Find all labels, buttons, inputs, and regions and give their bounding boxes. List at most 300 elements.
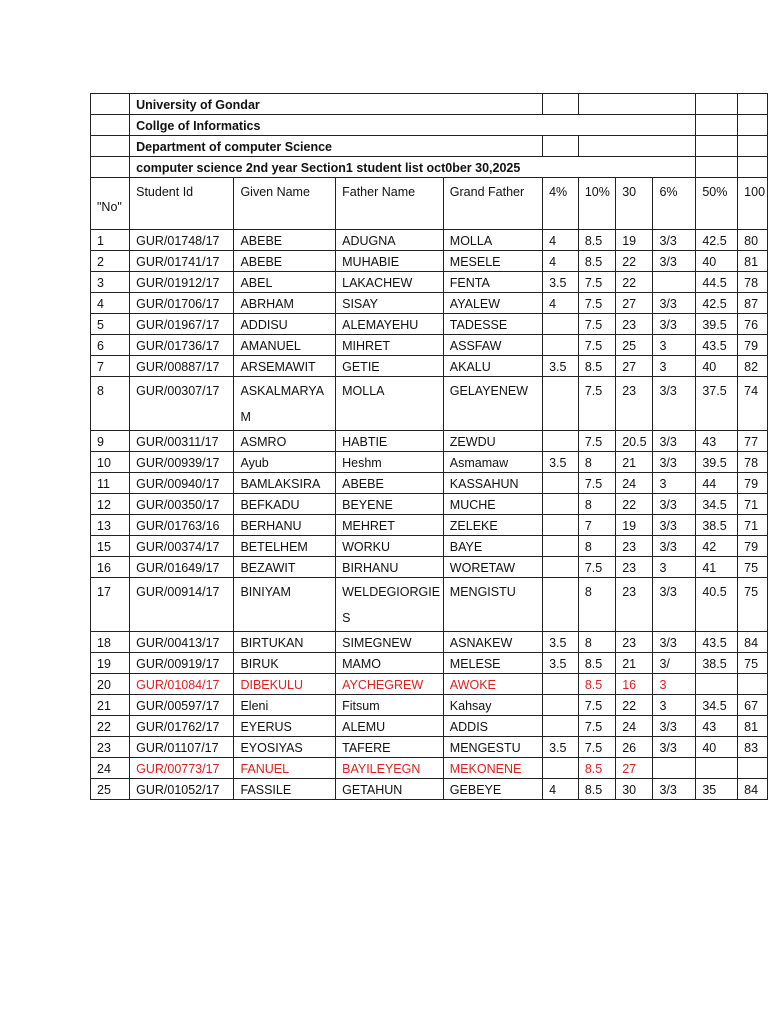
cell-given-name	[234, 674, 336, 695]
cell-50pct	[696, 632, 738, 653]
cell-given-name-text: AMANUEL	[240, 339, 301, 353]
cell-50pct	[696, 335, 738, 356]
cell-10pct-text: 8	[584, 636, 592, 650]
cell-6pct-text: 3/3	[659, 435, 677, 449]
cell-father-name-text: MEHRET	[342, 519, 395, 533]
cell-30-text: 26	[622, 741, 637, 755]
cell-given-name	[234, 314, 336, 335]
cell-6pct	[653, 536, 696, 557]
table-row	[91, 536, 768, 557]
cell-10pct-text: 8.5	[584, 783, 603, 797]
cell-no-text: 10	[97, 456, 111, 470]
cell-given-name	[234, 737, 336, 758]
cell-100	[738, 230, 768, 251]
cell-50pct-text: 37.5	[702, 384, 727, 398]
cell-grand-father	[443, 251, 542, 272]
header-row-college	[91, 115, 768, 136]
cell-50pct-text: 39.5	[702, 318, 727, 332]
cell-10pct	[578, 272, 615, 293]
table-row	[91, 494, 768, 515]
cell-100	[738, 431, 768, 452]
header-no-cell	[91, 115, 130, 136]
cell-no	[91, 536, 130, 557]
cell-30	[616, 431, 653, 452]
cell-10pct-text: 8	[584, 456, 592, 470]
cell-grand-father	[443, 695, 542, 716]
cell-50pct	[696, 758, 738, 779]
cell-father-name	[336, 335, 444, 356]
cell-given-name	[234, 356, 336, 377]
cell-no-text: 6	[97, 339, 104, 353]
cell-no	[91, 431, 130, 452]
cell-4pct	[543, 377, 579, 431]
cell-student-id	[130, 377, 234, 431]
cell-6pct-text: 3/3	[659, 498, 677, 512]
cell-50pct	[696, 737, 738, 758]
cell-100	[738, 494, 768, 515]
cell-no	[91, 335, 130, 356]
cell-father-name	[336, 779, 444, 800]
cell-no	[91, 452, 130, 473]
cell-father-name	[336, 452, 444, 473]
cell-10pct	[578, 230, 615, 251]
cell-100-text: 75	[744, 657, 759, 671]
cell-100	[738, 695, 768, 716]
cell-10pct-text: 7.5	[584, 339, 603, 353]
cell-no-text: 22	[97, 720, 111, 734]
cell-given-name-text: EYERUS	[240, 720, 292, 734]
header-no-cell	[91, 94, 130, 115]
cell-student-id	[130, 356, 234, 377]
cell-30-text: 21	[622, 456, 637, 470]
cell-30	[616, 251, 653, 272]
cell-given-name-text: BINIYAM	[240, 585, 291, 599]
cell-father-name-text: SIMEGNEW	[342, 636, 412, 650]
cell-10pct-text: 8.5	[584, 234, 603, 248]
cell-50pct-text: 43	[702, 720, 717, 734]
cell-no	[91, 779, 130, 800]
cell-100-text: 74	[744, 384, 759, 398]
cell-4pct	[543, 737, 579, 758]
table-row	[91, 272, 768, 293]
header-no-cell	[91, 157, 130, 178]
cell-grand-father-text: MOLLA	[449, 234, 493, 248]
cell-no-text: 12	[97, 498, 111, 512]
cell-50pct-text: 43.5	[702, 636, 727, 650]
cell-6pct-text: 3/3	[659, 318, 677, 332]
cell-no	[91, 737, 130, 758]
cell-50pct	[696, 557, 738, 578]
cell-30-text: 23	[622, 384, 637, 398]
cell-50pct	[696, 494, 738, 515]
cell-student-id-text: GUR/00413/17	[136, 636, 220, 650]
table-body	[91, 94, 768, 800]
cell-10pct	[578, 653, 615, 674]
table-row	[91, 515, 768, 536]
cell-6pct-text: 3	[659, 339, 667, 353]
cell-no	[91, 377, 130, 431]
cell-100	[738, 377, 768, 431]
table-row	[91, 674, 768, 695]
cell-100	[738, 758, 768, 779]
cell-6pct	[653, 695, 696, 716]
cell-student-id	[130, 695, 234, 716]
column-header-no: "No"	[91, 178, 130, 230]
cell-grand-father-text: WORETAW	[449, 561, 516, 575]
student-list-table	[90, 93, 768, 800]
cell-100-text: 78	[744, 456, 759, 470]
cell-6pct-text: 3	[659, 561, 667, 575]
cell-30	[616, 515, 653, 536]
cell-given-name-text: EYOSIYAS	[240, 741, 303, 755]
cell-10pct	[578, 758, 615, 779]
cell-50pct	[696, 230, 738, 251]
cell-100-text: 84	[744, 636, 759, 650]
university-title: University of Gondar	[130, 94, 543, 115]
table-row	[91, 356, 768, 377]
cell-no	[91, 356, 130, 377]
cell-grand-father	[443, 536, 542, 557]
cell-10pct	[578, 494, 615, 515]
cell-50pct	[696, 716, 738, 737]
cell-10pct-text: 8.5	[584, 360, 603, 374]
cell-no	[91, 557, 130, 578]
cell-student-id-text: GUR/01107/17	[136, 741, 219, 755]
cell-4pct-text: 4	[549, 783, 557, 797]
cell-10pct	[578, 557, 615, 578]
cell-student-id-text: GUR/00311/17	[136, 435, 219, 449]
cell-father-name-text: TAFERE	[342, 741, 391, 755]
cell-father-name-text: GETAHUN	[342, 783, 403, 797]
cell-50pct-text: 34.5	[702, 699, 727, 713]
cell-6pct	[653, 272, 696, 293]
cell-100	[738, 674, 768, 695]
cell-30	[616, 356, 653, 377]
cell-100	[738, 779, 768, 800]
cell-grand-father	[443, 452, 542, 473]
cell-6pct	[653, 674, 696, 695]
cell-no	[91, 314, 130, 335]
cell-student-id	[130, 653, 234, 674]
cell-father-name-text-wrap: S	[342, 611, 351, 625]
cell-given-name-text: BEFKADU	[240, 498, 300, 512]
cell-no	[91, 473, 130, 494]
cell-given-name	[234, 377, 336, 431]
cell-10pct-text: 7	[584, 519, 592, 533]
cell-30-text: 23	[622, 318, 637, 332]
cell-30	[616, 272, 653, 293]
cell-grand-father-text: BAYE	[449, 540, 483, 554]
cell-given-name-text: ABEBE	[240, 255, 283, 269]
cell-4pct	[543, 653, 579, 674]
cell-no	[91, 230, 130, 251]
column-header-6pct: 6%	[653, 178, 696, 230]
table-row	[91, 377, 768, 431]
cell-4pct	[543, 779, 579, 800]
cell-50pct-text: 40	[702, 741, 717, 755]
cell-father-name-text: MUHABIE	[342, 255, 400, 269]
cell-100	[738, 452, 768, 473]
cell-given-name	[234, 758, 336, 779]
cell-no-text: 9	[97, 435, 104, 449]
cell-grand-father	[443, 473, 542, 494]
cell-student-id	[130, 716, 234, 737]
cell-father-name	[336, 578, 444, 632]
cell-student-id-text: GUR/01706/17	[136, 297, 220, 311]
cell-given-name	[234, 230, 336, 251]
cell-no-text: 8	[97, 384, 104, 398]
cell-6pct	[653, 314, 696, 335]
cell-given-name-text: ABEL	[240, 276, 273, 290]
column-header-row	[91, 178, 768, 230]
cell-4pct	[543, 716, 579, 737]
cell-no	[91, 293, 130, 314]
cell-student-id-text: GUR/01748/17	[136, 234, 220, 248]
cell-grand-father-text: ASSFAW	[449, 339, 502, 353]
cell-grand-father-text: MESELE	[449, 255, 501, 269]
cell-30-text: 19	[622, 234, 637, 248]
cell-30-text: 27	[622, 360, 637, 374]
cell-10pct	[578, 251, 615, 272]
cell-50pct-text: 42	[702, 540, 717, 554]
cell-no-text: 11	[97, 477, 110, 491]
cell-50pct	[696, 431, 738, 452]
cell-father-name	[336, 473, 444, 494]
cell-10pct-text: 7.5	[584, 318, 603, 332]
cell-student-id-text: GUR/00350/17	[136, 498, 220, 512]
cell-100-text: 76	[744, 318, 759, 332]
cell-100-text: 87	[744, 297, 759, 311]
cell-given-name	[234, 251, 336, 272]
blank-cell	[578, 94, 696, 115]
cell-student-id-text: GUR/00887/17	[136, 360, 220, 374]
cell-6pct-text: 3/3	[659, 585, 677, 599]
cell-given-name	[234, 293, 336, 314]
cell-6pct	[653, 335, 696, 356]
cell-50pct	[696, 473, 738, 494]
cell-given-name	[234, 695, 336, 716]
cell-10pct	[578, 536, 615, 557]
cell-100	[738, 536, 768, 557]
cell-100	[738, 716, 768, 737]
cell-student-id-text: GUR/00307/17	[136, 384, 220, 398]
cell-30	[616, 758, 653, 779]
cell-10pct	[578, 515, 615, 536]
cell-10pct	[578, 314, 615, 335]
cell-10pct	[578, 674, 615, 695]
cell-grand-father	[443, 494, 542, 515]
cell-given-name-text: FANUEL	[240, 762, 290, 776]
cell-given-name	[234, 578, 336, 632]
cell-10pct-text: 7.5	[584, 297, 603, 311]
list-title: computer science 2nd year Section1 student list oct0ber 30,2025	[130, 157, 696, 178]
cell-6pct	[653, 452, 696, 473]
table-row	[91, 314, 768, 335]
cell-given-name	[234, 557, 336, 578]
cell-father-name-text: BAYILEYEGN	[342, 762, 421, 776]
column-header-father-name: Father Name	[336, 178, 444, 230]
cell-student-id-text: GUR/00939/17	[136, 456, 220, 470]
cell-father-name	[336, 377, 444, 431]
table-row	[91, 293, 768, 314]
cell-10pct	[578, 335, 615, 356]
header-row-university	[91, 94, 768, 115]
cell-30-text: 24	[622, 477, 637, 491]
cell-no-text: 7	[97, 360, 104, 374]
cell-6pct	[653, 230, 696, 251]
cell-student-id	[130, 632, 234, 653]
cell-given-name-text: Eleni	[240, 699, 269, 713]
cell-grand-father-text: ASNAKEW	[449, 636, 513, 650]
cell-10pct-text: 8	[584, 585, 592, 599]
cell-50pct	[696, 536, 738, 557]
cell-father-name	[336, 716, 444, 737]
cell-10pct-text: 8.5	[584, 255, 603, 269]
cell-10pct	[578, 779, 615, 800]
cell-grand-father-text: MUCHE	[449, 498, 496, 512]
cell-100	[738, 578, 768, 632]
cell-student-id	[130, 431, 234, 452]
cell-6pct	[653, 251, 696, 272]
cell-6pct	[653, 653, 696, 674]
cell-given-name	[234, 632, 336, 653]
cell-6pct	[653, 779, 696, 800]
cell-4pct-text: 3.5	[549, 276, 567, 290]
column-header-4pct: 4%	[543, 178, 579, 230]
cell-father-name-text: ADUGNA	[342, 234, 396, 248]
cell-father-name	[336, 515, 444, 536]
cell-no	[91, 272, 130, 293]
cell-student-id	[130, 251, 234, 272]
cell-student-id	[130, 515, 234, 536]
cell-4pct	[543, 674, 579, 695]
cell-father-name	[336, 314, 444, 335]
cell-grand-father	[443, 578, 542, 632]
cell-given-name-text-wrap: M	[240, 410, 251, 424]
cell-100-text: 71	[744, 519, 759, 533]
cell-4pct-text: 4	[549, 234, 557, 248]
cell-100-text: 80	[744, 234, 759, 248]
cell-100-text: 67	[744, 699, 759, 713]
cell-grand-father	[443, 272, 542, 293]
cell-30-text: 16	[622, 678, 637, 692]
cell-no-text: 5	[97, 318, 104, 332]
cell-father-name-text: AYCHEGREW	[342, 678, 424, 692]
cell-4pct	[543, 314, 579, 335]
cell-30-text: 25	[622, 339, 637, 353]
cell-father-name	[336, 251, 444, 272]
cell-10pct	[578, 431, 615, 452]
cell-given-name-text: BAMLAKSIRA	[240, 477, 321, 491]
table-row	[91, 557, 768, 578]
cell-50pct	[696, 674, 738, 695]
cell-4pct	[543, 251, 579, 272]
cell-student-id-text: GUR/00940/17	[136, 477, 220, 491]
cell-father-name-text: BIRHANU	[342, 561, 399, 575]
cell-6pct	[653, 557, 696, 578]
cell-4pct	[543, 473, 579, 494]
cell-30-text: 22	[622, 699, 637, 713]
cell-given-name	[234, 272, 336, 293]
cell-student-id	[130, 293, 234, 314]
blank-cell	[738, 115, 768, 136]
cell-no-text: 3	[97, 276, 104, 290]
cell-grand-father	[443, 632, 542, 653]
cell-4pct-text: 3.5	[549, 360, 567, 374]
cell-10pct-text: 8	[584, 498, 592, 512]
table-row	[91, 632, 768, 653]
cell-6pct	[653, 515, 696, 536]
cell-grand-father	[443, 293, 542, 314]
table-row	[91, 653, 768, 674]
cell-4pct-text: 3.5	[549, 456, 567, 470]
cell-student-id	[130, 557, 234, 578]
cell-no-text: 18	[97, 636, 111, 650]
cell-student-id-text: GUR/01084/17	[136, 678, 220, 692]
cell-father-name-text: ALEMU	[342, 720, 386, 734]
cell-4pct-text: 3.5	[549, 636, 567, 650]
cell-6pct	[653, 293, 696, 314]
cell-10pct	[578, 377, 615, 431]
cell-30	[616, 653, 653, 674]
cell-10pct-text: 8	[584, 540, 592, 554]
cell-no	[91, 251, 130, 272]
cell-6pct-text: 3/3	[659, 720, 677, 734]
cell-student-id	[130, 473, 234, 494]
cell-100-text: 79	[744, 540, 759, 554]
cell-30	[616, 473, 653, 494]
column-header-given-name: Given Name	[234, 178, 336, 230]
cell-100	[738, 632, 768, 653]
cell-4pct	[543, 494, 579, 515]
cell-given-name-text: BETELHEM	[240, 540, 308, 554]
cell-100	[738, 737, 768, 758]
cell-father-name-text: SISAY	[342, 297, 379, 311]
cell-father-name-text: WORKU	[342, 540, 391, 554]
cell-given-name-text: BERHANU	[240, 519, 302, 533]
cell-4pct	[543, 632, 579, 653]
cell-6pct	[653, 356, 696, 377]
table-row	[91, 779, 768, 800]
cell-grand-father	[443, 515, 542, 536]
cell-grand-father	[443, 737, 542, 758]
cell-student-id-text: GUR/01736/17	[136, 339, 220, 353]
cell-6pct-text: 3/3	[659, 636, 677, 650]
cell-100-text: 81	[744, 255, 759, 269]
cell-given-name-text: ASKALMARYA	[240, 384, 325, 398]
cell-6pct	[653, 473, 696, 494]
cell-30	[616, 557, 653, 578]
cell-no	[91, 578, 130, 632]
cell-30	[616, 695, 653, 716]
cell-6pct-text: 3	[659, 360, 667, 374]
cell-grand-father	[443, 716, 542, 737]
cell-student-id-text: GUR/01762/17	[136, 720, 220, 734]
cell-50pct-text: 42.5	[702, 297, 727, 311]
cell-given-name-text: Ayub	[240, 456, 269, 470]
cell-grand-father-text: ADDIS	[449, 720, 488, 734]
cell-6pct	[653, 716, 696, 737]
cell-6pct-text: 3/3	[659, 255, 677, 269]
cell-grand-father-text: AKALU	[449, 360, 491, 374]
cell-50pct	[696, 314, 738, 335]
cell-father-name	[336, 230, 444, 251]
cell-student-id	[130, 737, 234, 758]
blank-cell	[696, 94, 738, 115]
column-header-grand-father: Grand Father	[443, 178, 542, 230]
cell-no-text: 20	[97, 678, 111, 692]
cell-given-name	[234, 335, 336, 356]
